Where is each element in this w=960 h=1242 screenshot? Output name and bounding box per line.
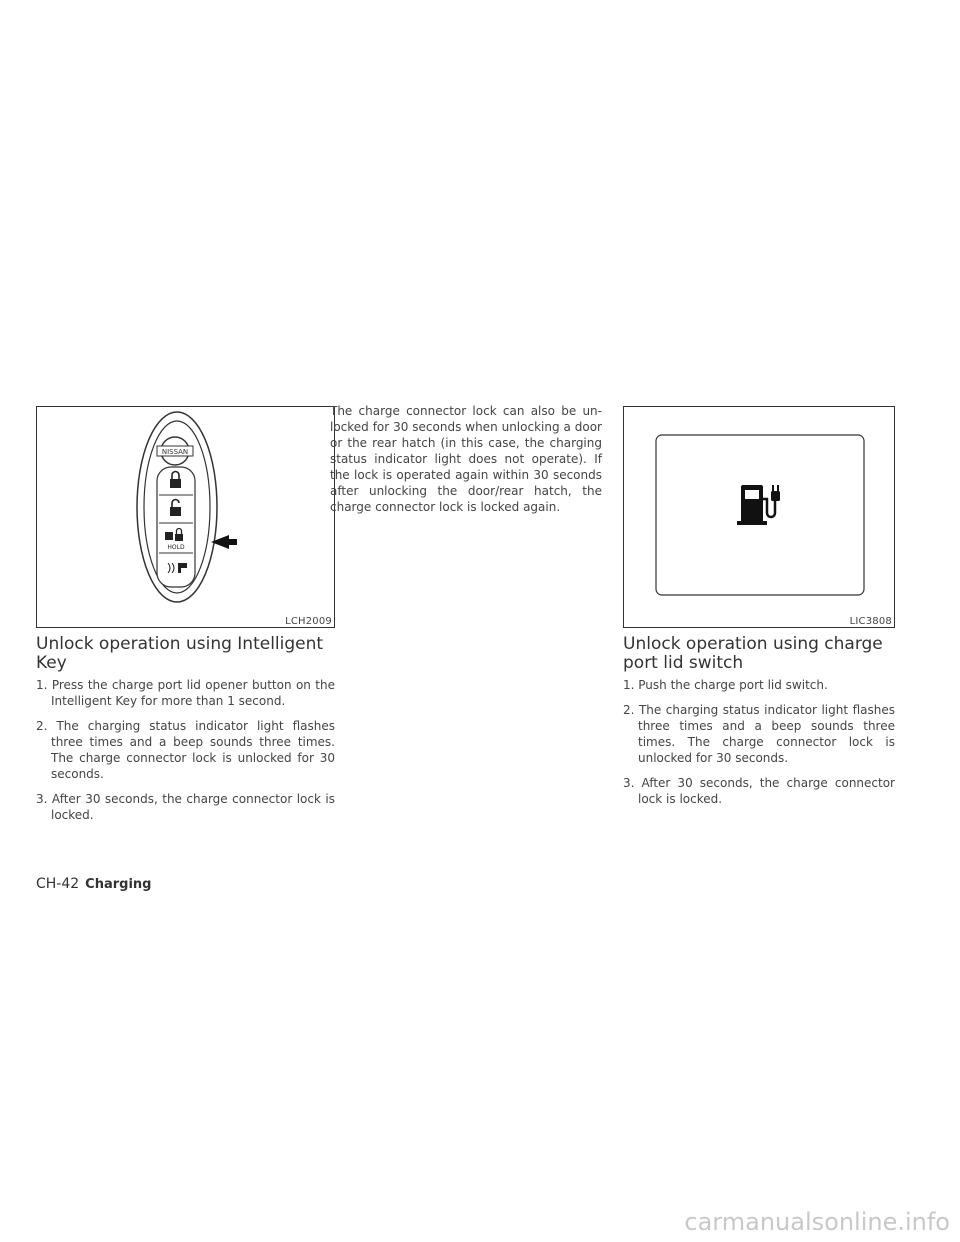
section-name: Charging [85,877,152,892]
intelligent-key-illustration [37,407,334,627]
list-item: 2. The charging status indicator light flashes three times and a beep sounds three times. The charge connector lock is unlocked for 30 seconds. [36,719,335,781]
list-item: 1. Press the charge port lid opener button on the Intelligent Key for more than 1 second. [36,678,335,708]
svg-text:HOLD: HOLD [167,544,185,551]
charging-station-icon [737,485,780,525]
list-item: 1. Push the charge port lid switch. [623,678,828,692]
svg-text:NISSAN: NISSAN [161,448,189,456]
watermark: carmanualsonline.info [684,1208,950,1236]
figure-code: LIC3808 [849,616,892,627]
list-item: 2. The charging status indicator light flashes three times and a beep sounds three times. The charge connector lock is unlocked for 30 seconds. [623,703,895,765]
list-item: 3. After 30 seconds, the charge connector lock is locked. [36,792,335,822]
intelligent-key-figure [36,406,335,628]
steps-list [36,677,335,832]
steps-list [623,677,895,816]
section-heading: Unlock operation using Intelligent Key [36,634,324,673]
body-paragraph: The charge connector lock can also be un-locked for 30 seconds when unlocking a door or the rear hatch (in this case, the charging status indicator light does not operate). If the lock is operated again within 30 seconds after unlocking the door/rear hatch, the charge connector lock is locked again. [330,404,602,514]
page-footer [36,876,151,892]
list-item: 3. After 30 seconds, the charge connector lock is locked. [623,776,895,806]
charge-display-illustration [624,407,894,627]
figure-code: LCH2009 [285,616,332,627]
page-number: CH-42 [36,876,80,892]
charge-display-figure [623,406,895,628]
section-heading: Unlock operation using charge port lid switch [623,634,883,673]
